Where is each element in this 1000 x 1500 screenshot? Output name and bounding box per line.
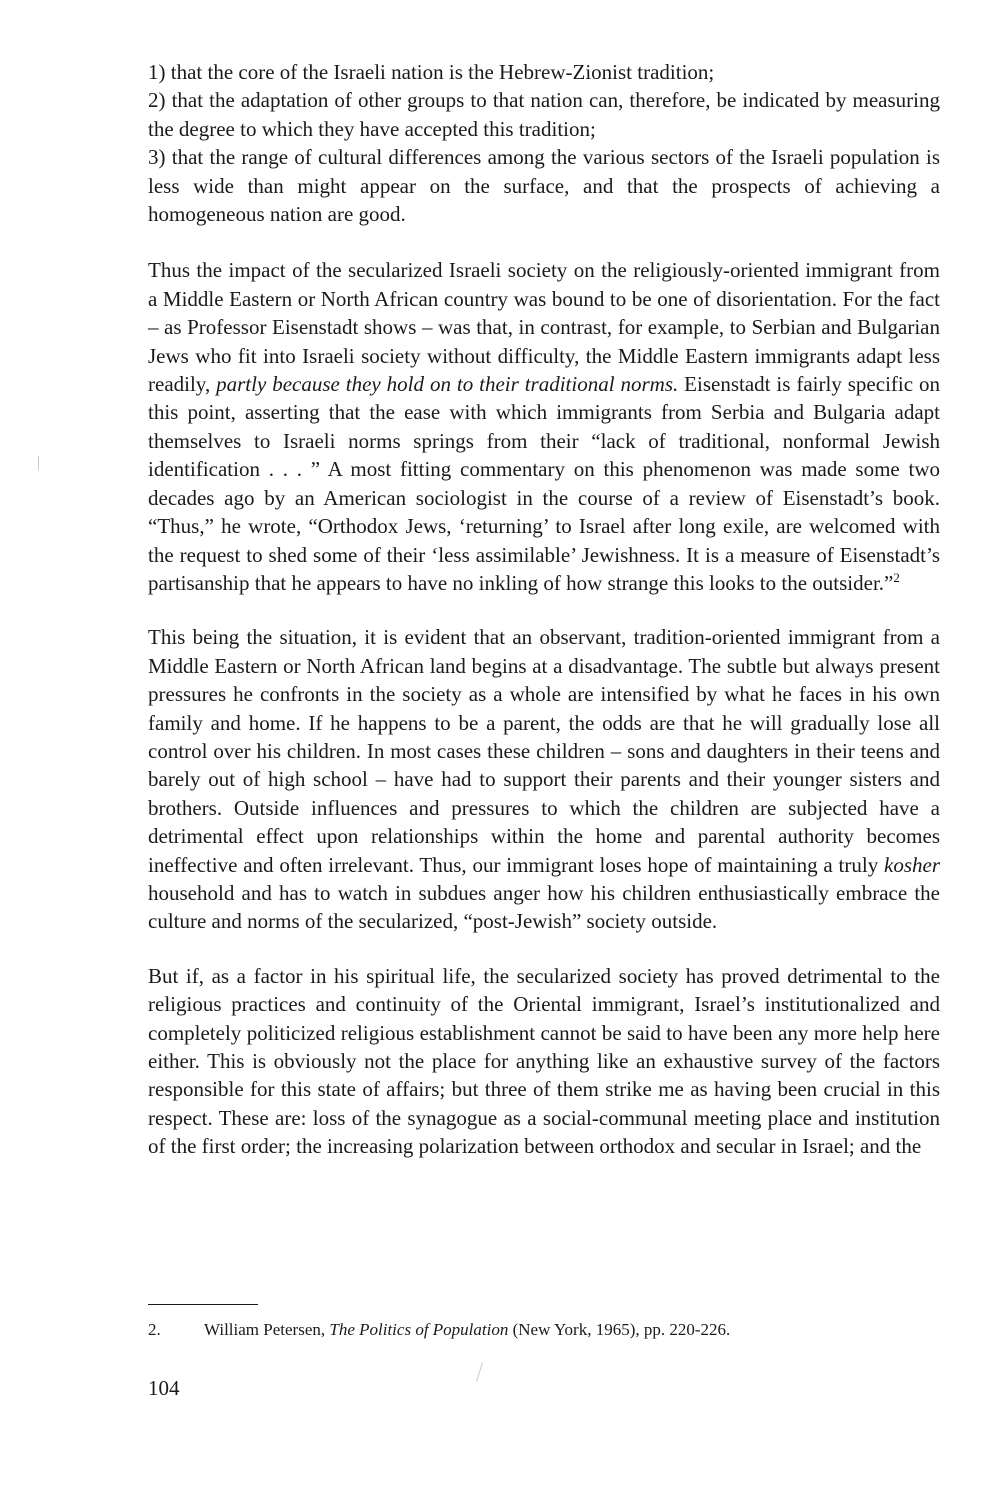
paragraph-impact-text-a: Thus the impact of the secularized Israeli society on the religiously-oriented immigrant from a Middle Eastern or North African country was bound to be one of disorientation. For the fact – as Professor Eisenstadt shows – was that, in contrast, for example, to Serbian and Bulgarian Jews who fit into Israeli society without difficulty, the Middle Eastern immigrants adapt less readily,	[148, 258, 940, 397]
footnote-author: William Petersen,	[204, 1320, 330, 1339]
paragraph-impact	[148, 256, 940, 597]
footnote-number: 2.	[148, 1320, 161, 1339]
footnote	[148, 1318, 940, 1342]
paragraph-situation-text-a: This being the situation, it is evident that an observant, tradition-oriented immigrant from a Middle Eastern or North African land begins at a disadvantage. The subtle but always present pressures he confronts in the society as a whole are intensified by what he faces in his own family and home. If he happens to be a parent, the odds are that he will gradually lose all control over his children. In most cases these children – sons and daughters in their teens and barely out of high school – have had to support their parents and their younger sisters and brothers. Outside influences and pressures to which the children are subjected have a detrimental effect upon relationships within the home and parental authority becomes ineffective and often irrelevant. Thus, our immigrant loses hope of maintaining a truly	[148, 625, 940, 877]
scan-mark	[38, 456, 39, 470]
footnote-details: (New York, 1965), pp. 220-226.	[508, 1320, 731, 1339]
list-item-2: 2) that the adaptation of other groups to that nation can, therefore, be indicated by measuring the degree to which they have accepted this tradition;	[148, 88, 940, 141]
paragraph-situation-emphasis: kosher	[884, 852, 940, 877]
footnote-title: The Politics of Population	[329, 1320, 509, 1339]
paragraph-situation	[148, 623, 940, 935]
paragraph-impact-text-b: Eisenstadt is fairly specific on this point, asserting that the ease with which immigrants from Serbia and Bulgaria adapt themselves to Israeli norms springs from their “lack of traditional, nonformal Jewish identification . . . ” A most fitting commentary on this phenomenon was made some two decades ago by an American sociologist in the course of a review of Eisenstadt’s book. “Thus,” he wrote, “Orthodox Jews, ‘returning’ to Israel after long exile, are welcomed with the request to shed some of their ‘less assimilable’ Jewishness. It is a measure of Eisenstadt’s partisanship that he appears to have no inkling of how strange this looks to the outsider.”	[148, 372, 940, 595]
footnote-divider	[148, 1304, 258, 1305]
page-body	[148, 58, 940, 1161]
list-item-3: 3) that the range of cultural differences among the various sectors of the Israeli population is less wide than might appear on the surface, and that the prospects of achieving a homogeneous nation are good.	[148, 145, 940, 227]
page-number: 104	[148, 1376, 180, 1400]
paragraph-impact-emphasis: partly because they hold on to their traditional norms.	[216, 372, 679, 397]
numbered-list	[148, 58, 940, 228]
list-item-1: 1) that the core of the Israeli nation is the Hebrew-Zionist tradition;	[148, 60, 715, 84]
footnote-reference[interactable]: 2	[893, 569, 900, 585]
paragraph-situation-text-b: household and has to watch in subdues anger how his children enthusiastically embrace the culture and norms of the secularized, “post-Jewish” society outside.	[148, 880, 940, 934]
paragraph-religious-establishment: But if, as a factor in his spiritual life, the secularized society has proved detrimental to the religious practices and continuity of the Oriental immigrant, Israel’s institutionalized and completely politicized religious establishment cannot be said to have been any more help here either. This is obviously not the place for anything like an exhaustive survey of the factors responsible for this state of affairs; but three of them strike me as having been crucial in this respect. These are: loss of the synagogue as a social-communal meeting place and institution of the first order; the increasing polarization between orthodox and secular in Israel; and the	[148, 963, 940, 1159]
scan-mark	[476, 1362, 483, 1381]
